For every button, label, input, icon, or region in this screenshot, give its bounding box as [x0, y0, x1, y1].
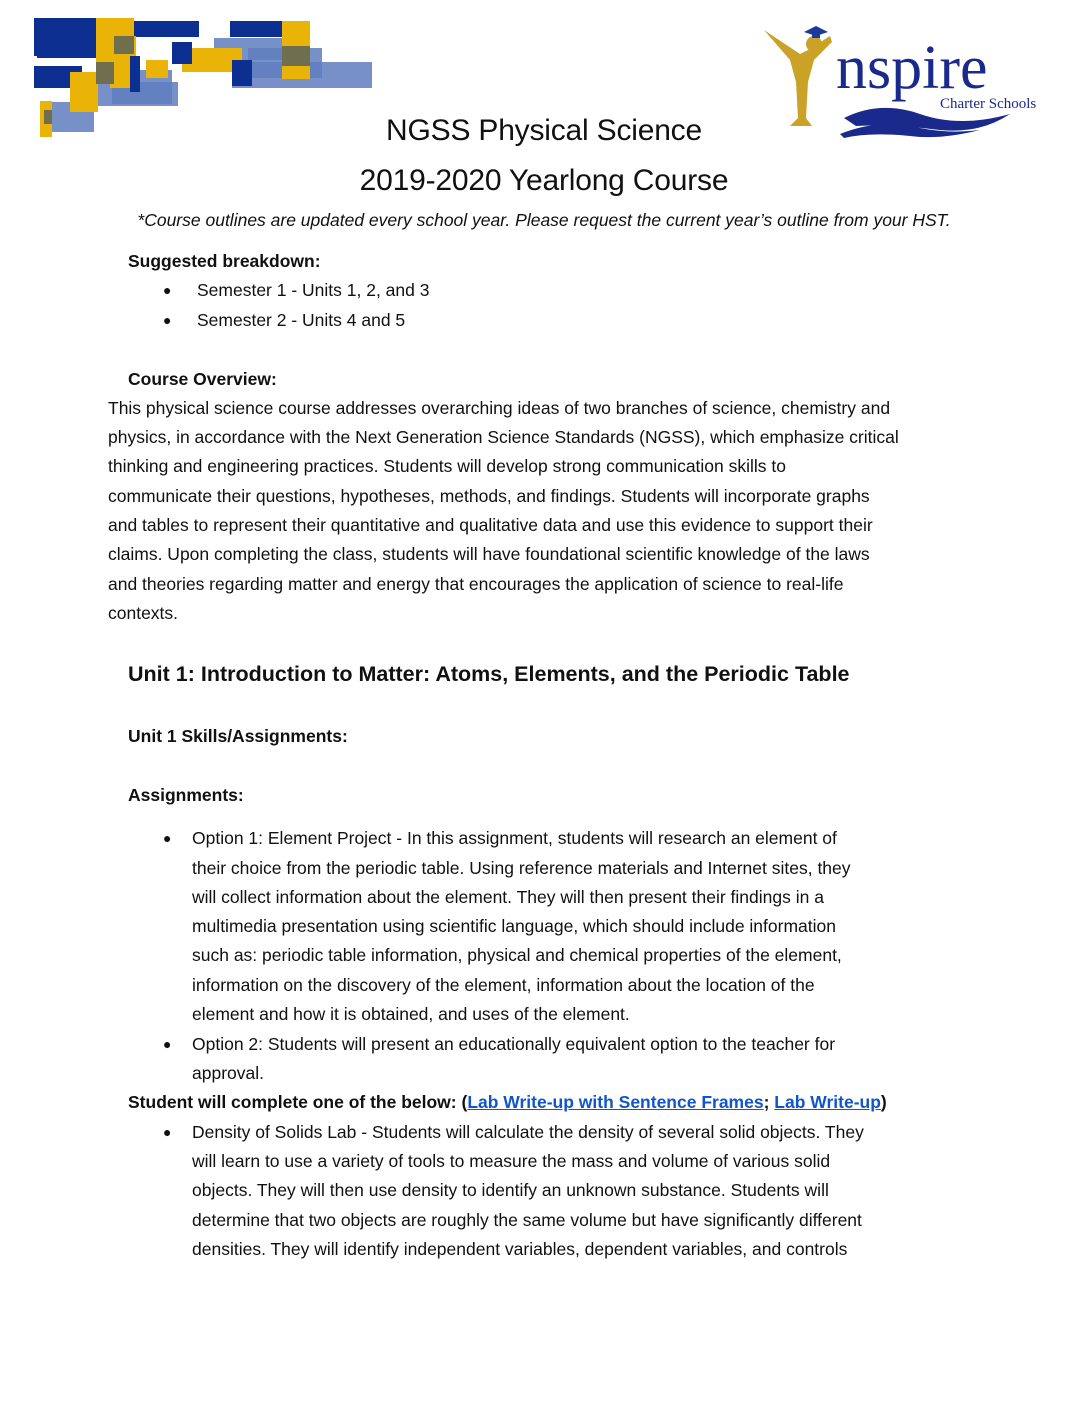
bullet-icon: ● [163, 1036, 172, 1052]
option-line: multimedia presentation using scientific language, which should include information [192, 916, 836, 936]
option-line: their choice from the periodic table. Using reference materials and Internet sites, they [192, 858, 851, 878]
option-line: Option 1: Element Project - In this assignment, students will research an element of [192, 828, 837, 848]
overview-line: This physical science course addresses overarching ideas of two branches of science, chemistry and [108, 398, 891, 418]
overview-line: physics, in accordance with the Next Generation Science Standards (NGSS), which emphasize critical [108, 427, 899, 447]
option-line: Option 2: Students will present an educationally equivalent option to the teacher for [192, 1034, 836, 1054]
bullet-icon: ● [163, 830, 172, 846]
overview-heading: Course Overview: [128, 369, 277, 389]
complete-prefix: Student will complete one of the below: ( [128, 1092, 468, 1112]
page-subtitle: 2019-2020 Yearlong Course [359, 164, 729, 197]
complete-suffix: ) [880, 1092, 887, 1112]
overview-line: and tables to represent their quantitative and qualitative data and use this evidence to support their [108, 515, 873, 535]
lab-line: will learn to use a variety of tools to measure the mass and volume of various solid [192, 1151, 831, 1171]
update-note: *Course outlines are updated every school year. Please request the current year’s outline from your HST. [137, 210, 951, 230]
option-line: element and how it is obtained, and uses of the element. [192, 1004, 630, 1024]
bullet-icon: ● [163, 312, 172, 328]
overview-line: and theories regarding matter and energy that encourages the application of science to real-life [108, 574, 844, 594]
svg-text:Charter Schools: Charter Schools [940, 96, 1037, 112]
breakdown-heading: Suggested breakdown: [128, 251, 321, 271]
overview-line: contexts. [108, 603, 179, 623]
bullet-icon: ● [163, 282, 172, 298]
option-line: such as: periodic table information, physical and chemical properties of the element, [192, 945, 842, 965]
option-line: approval. [192, 1063, 264, 1083]
page-title: NGSS Physical Science [386, 114, 702, 147]
overview-line: communicate their questions, hypotheses, methods, and findings. Students will incorporate graphs [108, 486, 870, 506]
option-line: information on the discovery of the element, information about the location of the [192, 975, 815, 995]
complete-one-line [128, 1088, 887, 1117]
svg-text:nspire: nspire [836, 34, 988, 102]
overview-line: thinking and engineering practices. Students will develop strong communication skills to [108, 456, 787, 476]
breakdown-item: Semester 1 - Units 1, 2, and 3 [197, 280, 430, 300]
bullet-icon: ● [163, 1124, 172, 1140]
option-line: will collect information about the element. They will then present their findings in a [192, 887, 824, 907]
link-separator: ; [763, 1092, 770, 1112]
lab-writeup-link[interactable]: Lab Write-up [774, 1092, 881, 1112]
lab-line: Density of Solids Lab - Students will calculate the density of several solid objects. They [192, 1122, 864, 1142]
breakdown-item: Semester 2 - Units 4 and 5 [197, 310, 406, 330]
lab-line: determine that two objects are roughly the same volume but have significantly different [192, 1210, 862, 1230]
lab-line: densities. They will identify independent variables, dependent variables, and controls [192, 1239, 848, 1259]
lab-writeup-sentence-frames-link[interactable]: Lab Write-up with Sentence Frames [467, 1092, 764, 1112]
unit1-skills-heading: Unit 1 Skills/Assignments: [128, 726, 348, 746]
lab-line: objects. They will then use density to identify an unknown substance. Students will [192, 1180, 829, 1200]
assignments-heading: Assignments: [128, 785, 244, 805]
unit1-heading: Unit 1: Introduction to Matter: Atoms, Elements, and the Periodic Table [128, 662, 850, 686]
overview-line: claims. Upon completing the class, students will have foundational scientific knowledge of the laws [108, 544, 870, 564]
